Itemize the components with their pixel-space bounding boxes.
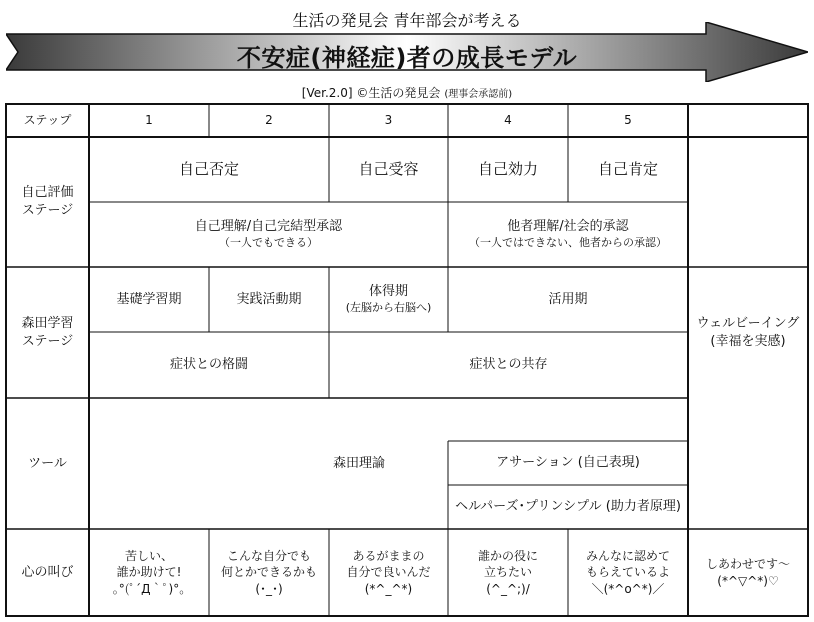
coexist-with-symptoms: 症状との共存: [469, 357, 548, 373]
cry-2-line2: 何とかできるかも: [220, 565, 317, 580]
step-5: 5: [624, 113, 632, 128]
period-practice: 実践活動期: [236, 291, 302, 307]
other-understanding-main: 他者理解/社会的承認: [507, 219, 629, 235]
other-understanding-cell: [448, 202, 688, 267]
page-title: 不安症(神経症)者の成長モデル: [236, 44, 578, 72]
morita-label-line1: 森田学習: [21, 315, 74, 331]
morita-theory: 森田理論: [332, 455, 385, 471]
period-embodiment-sub: (左脳から右脳へ): [345, 300, 432, 314]
stage-self-denial: 自己否定: [178, 160, 239, 179]
self-eval-label: [6, 137, 89, 267]
step-4: 4: [504, 113, 512, 128]
wellbeing-cell: [688, 137, 808, 529]
cry-1-line2: 誰か助けて!: [116, 565, 182, 580]
stage-self-efficacy: 自己効力: [477, 160, 538, 179]
step-header: ステップ: [23, 113, 72, 128]
cry-wellbeing-line1: しあわせです～: [705, 557, 790, 572]
cry-step-1: [89, 529, 209, 616]
cry-4-line1: 誰かの役に: [477, 549, 538, 564]
cry-2-emoticon: (･_･): [255, 581, 283, 596]
self-understanding-cell: [89, 202, 448, 267]
cry-step-3: [329, 529, 448, 616]
cries-label: 心の叫び: [21, 564, 74, 580]
step-1: 1: [145, 113, 153, 128]
self-eval-label-line1: 自己評価: [21, 185, 74, 201]
period-basic-learning: 基礎学習期: [116, 291, 182, 307]
wellbeing-main: ウェルビーイング: [696, 316, 800, 332]
helpers-principle-tool: ヘルパーズ･プリンシプル (助力者原理): [455, 499, 681, 515]
cry-step-2: [209, 529, 329, 616]
stage-self-affirmation: 自己肯定: [597, 160, 658, 179]
period-embodiment-main: 体得期: [368, 284, 408, 300]
struggle-with-symptoms: 症状との格闘: [169, 357, 248, 373]
cry-3-line2: 自分で良いんだ: [346, 565, 431, 580]
cry-4-line2: 立ちたい: [483, 565, 532, 580]
cry-4-emoticon: (^_^;)/: [486, 581, 530, 596]
version-note: (理事会承認前): [444, 89, 513, 100]
stage-self-acceptance: 自己受容: [358, 160, 419, 179]
cry-wellbeing-emoticon: (*^▽^*)♡: [717, 573, 779, 588]
cry-5-emoticon: ＼(*^o^*)／: [591, 581, 665, 596]
step-2: 2: [265, 113, 273, 128]
other-understanding-sub: （一人ではできない、他者からの承認）: [469, 235, 667, 249]
tool-label: ツール: [28, 455, 67, 471]
cry-3-line1: あるがままの: [352, 549, 425, 564]
cry-step-4: [448, 529, 568, 616]
self-eval-label-line2: ステージ: [21, 203, 74, 218]
period-application: 活用期: [548, 291, 588, 307]
period-embodiment: [329, 267, 448, 332]
step-3: 3: [384, 113, 393, 128]
subtitle: 生活の発見会 青年部会が考える: [292, 11, 522, 30]
cry-3-emoticon: (*^_^*): [364, 581, 413, 596]
version-text: [Ver.2.0] ©生活の発見会: [301, 86, 441, 100]
cry-step-5: [568, 529, 688, 616]
cry-1-line1: 苦しい、: [124, 549, 173, 564]
cry-5-line2: もらえているよ: [585, 565, 670, 580]
cry-5-line1: みんなに認めて: [585, 549, 670, 564]
self-understanding-main: 自己理解/自己完結型承認: [194, 219, 343, 235]
self-understanding-sub: （一人でもできる）: [219, 235, 318, 249]
cry-1-emoticon: ｡°(ﾟ´Д｀ﾟ)°｡: [112, 581, 186, 596]
morita-label-line2: ステージ: [21, 333, 74, 349]
morita-label: [6, 267, 89, 398]
wellbeing-sub: (幸福を実感): [710, 334, 786, 349]
cry-wellbeing: [688, 529, 808, 616]
cry-2-line1: こんな自分でも: [226, 549, 311, 564]
assertion-tool: アサーション (自己表現): [496, 455, 640, 471]
